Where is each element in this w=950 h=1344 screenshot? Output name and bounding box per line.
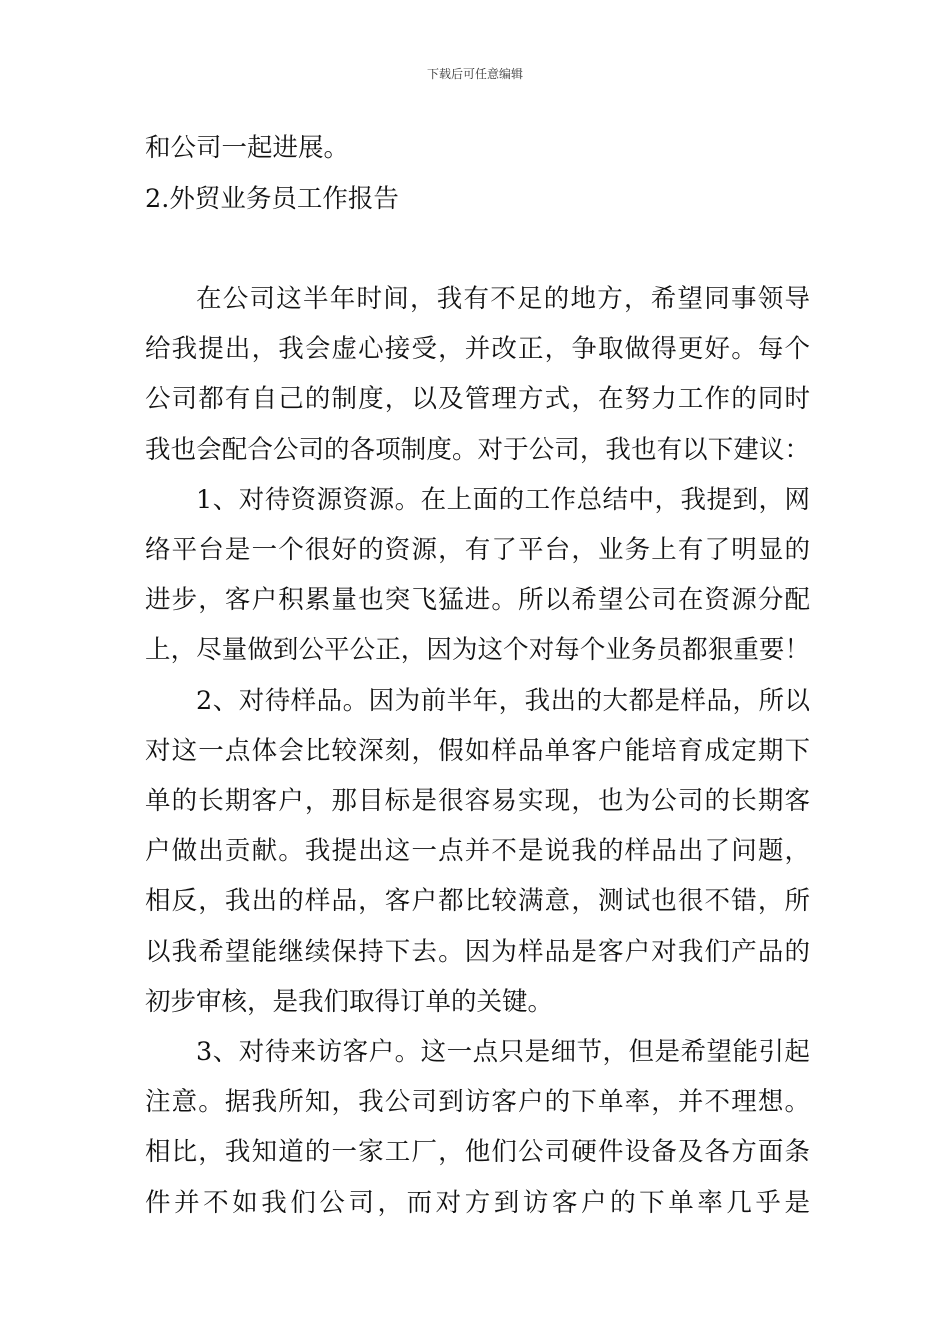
body-line: 和公司一起进展。 xyxy=(145,133,350,163)
body-line: 络平台是一个很好的资源，有了平台，业务上有了明显的 xyxy=(145,535,810,565)
body-line: 给我提出，我会虚心接受，并改正，争取做得更好。每个 xyxy=(145,334,810,364)
section-heading: 2.外贸业务员工作报告 xyxy=(145,184,399,214)
page-header: 下载后可任意编辑 xyxy=(426,67,523,81)
body-line: 我也会配合公司的各项制度。对于公司，我也有以下建议： xyxy=(145,435,810,465)
body-line: 上，尽量做到公平公正，因为这个对每个业务员都狠重要！ xyxy=(145,635,810,665)
body-line: 初步审核，是我们取得订单的关键。 xyxy=(145,987,554,1017)
body-line: 3、对待来访客户。这一点只是细节，但是希望能引起 xyxy=(196,1037,810,1067)
body-line: 在公司这半年时间，我有不足的地方，希望同事领导 xyxy=(196,284,810,314)
body-line: 对这一点体会比较深刻，假如样品单客户能培育成定期下 xyxy=(145,736,810,766)
body-line: 相比，我知道的一家工厂，他们公司硬件设备及各方面条 xyxy=(145,1137,810,1167)
body-line: 2、对待样品。因为前半年，我出的大都是样品，所以 xyxy=(196,686,810,716)
body-line: 1、对待资源资源。在上面的工作总结中，我提到，网 xyxy=(196,485,810,515)
body-line: 进步，客户积累量也突飞猛进。所以希望公司在资源分配 xyxy=(145,585,810,615)
body-line: 户做出贡献。我提出这一点并不是说我的样品出了问题， xyxy=(145,836,810,866)
body-line: 相反，我出的样品，客户都比较满意，测试也很不错，所 xyxy=(145,886,810,916)
body-line: 公司都有自己的制度，以及管理方式，在努力工作的同时 xyxy=(145,384,810,414)
body-line: 注意。据我所知，我公司到访客户的下单率，并不理想。 xyxy=(145,1087,810,1117)
body-line: 以我希望能继续保持下去。因为样品是客户对我们产品的 xyxy=(145,937,810,967)
body-line: 单的长期客户，那目标是很容易实现，也为公司的长期客 xyxy=(145,786,810,816)
body-line: 件并不如我们公司，而对方到访客户的下单率几乎是 xyxy=(145,1188,810,1218)
